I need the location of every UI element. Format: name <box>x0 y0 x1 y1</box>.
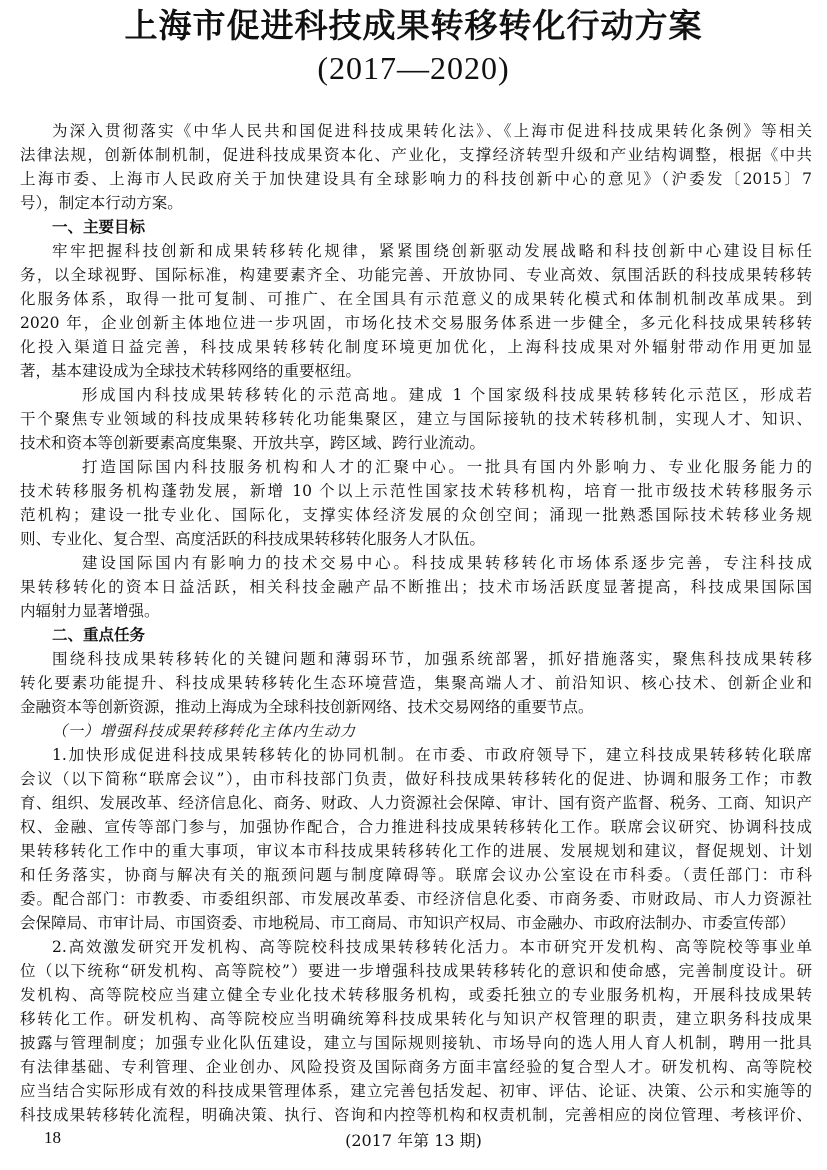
text-line: 范机构；建设一批专业化、国际化，支撑实体经济发展的众创空间；涌现一批熟悉国际技术转移业务规 <box>20 506 812 524</box>
text-line: 移转化工作。研发机构、高等院校应当明确统筹科技成果转化与知识产权管理的职责，建立职务科技成果 <box>20 1010 812 1028</box>
text-line: 会议（以下简称“联席会议”），由市科技部门负责，做好科技成果转移转化的促进、协调和服务工作；市教 <box>20 770 812 788</box>
subsection-heading: （一）增强科技成果转移转化主体内生动力 <box>52 722 357 740</box>
text-line: 2.高效激发研究开发机构、高等院校科技成果转移转化活力。本市研究开发机构、高等院校等事业单 <box>52 938 812 956</box>
text-line: 发机构、高等院校应当建立健全专业化技术转移服务机构，或委托独立的专业服务机构，开展科技成果转 <box>20 986 812 1004</box>
text-line: 上海市委、上海市人民政府关于加快建设具有全球影响力的科技创新中心的意见》（沪委发〔2015〕7 <box>20 170 812 188</box>
text-line: 1.加快形成促进科技成果转移转化的协同机制。在市委、市政府领导下，建立科技成果转移转化联席 <box>52 746 812 764</box>
text-line: 牢牢把握科技创新和成果转移转化规律，紧紧围绕创新驱动发展战略和科技创新中心建设目标任 <box>52 242 812 260</box>
text-line: 法律法规，创新体制机制，促进科技成果资本化、产业化，支撑经济转型升级和产业结构调整，根据《中共 <box>20 146 812 164</box>
paragraph <box>20 383 812 455</box>
text-line: 2020 年，企业创新主体地位进一步巩固，市场化技术交易服务体系进一步健全，多元化科技成果转移转 <box>20 314 812 332</box>
text-line: 干个聚焦专业领域的科技成果转移转化功能集聚区，建立与国际接轨的技术转移机制，实现人才、知识、 <box>20 410 812 428</box>
text-line: 果转移转化的资本日益活跃，相关科技金融产品不断推出；技术市场活跃度显著提高，科技成果国际国 <box>20 578 812 596</box>
paragraph <box>20 935 812 1127</box>
text-line: 建设国际国内有影响力的技术交易中心。科技成果转移转化市场体系逐步完善，专注科技成 <box>82 554 812 572</box>
text-line: 有法律基础、专利管理、企业创办、风险投资及国际商务方面丰富经验的复合型人才。研发机构、高等院校 <box>20 1058 812 1076</box>
text-line: 金融资本等创新资源，推动上海成为全球科技创新网络、技术交易网络的重要节点。 <box>20 698 594 716</box>
text-line: 转化要素功能提升、科技成果转移转化生态环境营造，集聚高端人才、前沿知识、核心技术、创新企业和 <box>20 674 812 692</box>
text-line: 务，以全球视野、国际标准，构建要素齐全、功能完善、开放协同、专业高效、氛围活跃的科技成果转移转 <box>20 266 812 284</box>
text-line: 技术转移服务机构蓬勃发展，新增 10 个以上示范性国家技术转移机构，培育一批市级技术转移服务示 <box>20 482 812 500</box>
issue-label: (2017 年第 13 期) <box>345 1131 482 1150</box>
text-line: 化投入渠道日益完善，科技成果转移转化制度环境更加优化，上海科技成果对外辐射带动作用更加显 <box>20 338 812 356</box>
text-line: 形成国内科技成果转移转化的示范高地。建成 1 个国家级科技成果转移转化示范区，形成若 <box>82 386 812 404</box>
text-line: 内辐射力显著增强。 <box>20 602 160 620</box>
page-number: 18 <box>44 1128 61 1147</box>
text-line: 号），制定本行动方案。 <box>20 194 183 212</box>
text-line: 技术和资本等创新要素高度集聚、开放共享，跨区域、跨行业流动。 <box>20 434 486 452</box>
text-line: 育、组织、发展改革、经济信息化、商务、财政、人力资源社会保障、审计、国有资产监督、税务、工商、知识产 <box>20 794 812 812</box>
document-body <box>20 119 812 1127</box>
paragraph <box>20 551 812 623</box>
paragraph <box>20 647 812 719</box>
document-subtitle: (2017—2020) <box>317 50 510 86</box>
paragraph <box>20 743 812 935</box>
text-line: 科技成果转移转化流程，明确决策、执行、咨询和内控等机构和权责机制，完善相应的岗位管理、考核评价、 <box>20 1106 812 1124</box>
document-title: 上海市促进科技成果转移转化行动方案 <box>124 6 703 45</box>
text-line: 和任务落实，协商与解决有关的瓶颈问题与制度障碍等。联席会议办公室设在市科委。（责任部门：市科 <box>20 866 812 884</box>
section-heading: 一、主要目标 <box>52 218 146 236</box>
text-line: 会保障局、市审计局、市国资委、市地税局、市工商局、市知识产权局、市金融办、市政府法制办、市委宣传部） <box>20 914 796 932</box>
section-heading: 二、重点任务 <box>52 626 146 644</box>
text-line: 著，基本建设成为全球技术转移网络的重要枢纽。 <box>20 362 362 380</box>
text-line: 为深入贯彻落实《中华人民共和国促进科技成果转化法》、《上海市促进科技成果转化条例》等相关 <box>52 122 812 140</box>
paragraph <box>20 239 812 383</box>
text-line: 果转移转化工作中的重大事项，审议本市科技成果转移转化工作的进展、发展规划和建议，督促规划、计划 <box>20 842 812 860</box>
text-line: 围绕科技成果转移转化的关键问题和薄弱环节，加强系统部署，抓好措施落实，聚焦科技成果转移 <box>52 650 812 668</box>
text-line: 权、金融、宣传等部门参与，加强协作配合，合力推进科技成果转移转化工作。联席会议研究、协调科技成 <box>20 818 812 836</box>
text-line: 则、专业化、复合型、高度活跃的科技成果转移转化服务人才队伍。 <box>20 530 486 548</box>
paragraph <box>20 455 812 551</box>
text-line: 位（以下统称“研发机构、高等院校”）要进一步增强科技成果转移转化的意识和使命感，完善制度设计。研 <box>20 962 812 980</box>
paragraph <box>20 119 812 215</box>
text-line: 打造国际国内科技服务机构和人才的汇聚中心。一批具有国内外影响力、专业化服务能力的 <box>82 458 812 476</box>
text-line: 化服务体系，取得一批可复制、可推广、在全国具有示范意义的成果转化模式和体制机制改革成果。到 <box>20 290 812 308</box>
text-line: 披露与管理制度；加强专业化队伍建设，建立与国际规则接轨、市场导向的选人用人育人机制，聘用一批具 <box>20 1034 812 1052</box>
text-line: 应当结合实际形成有效的科技成果管理体系，建立完善包括发起、初审、评估、论证、决策、公示和实施等的 <box>20 1082 812 1100</box>
text-line: 委。配合部门：市教委、市委组织部、市发展改革委、市经济信息化委、市商务委、市财政局、市人力资源社 <box>20 890 812 908</box>
